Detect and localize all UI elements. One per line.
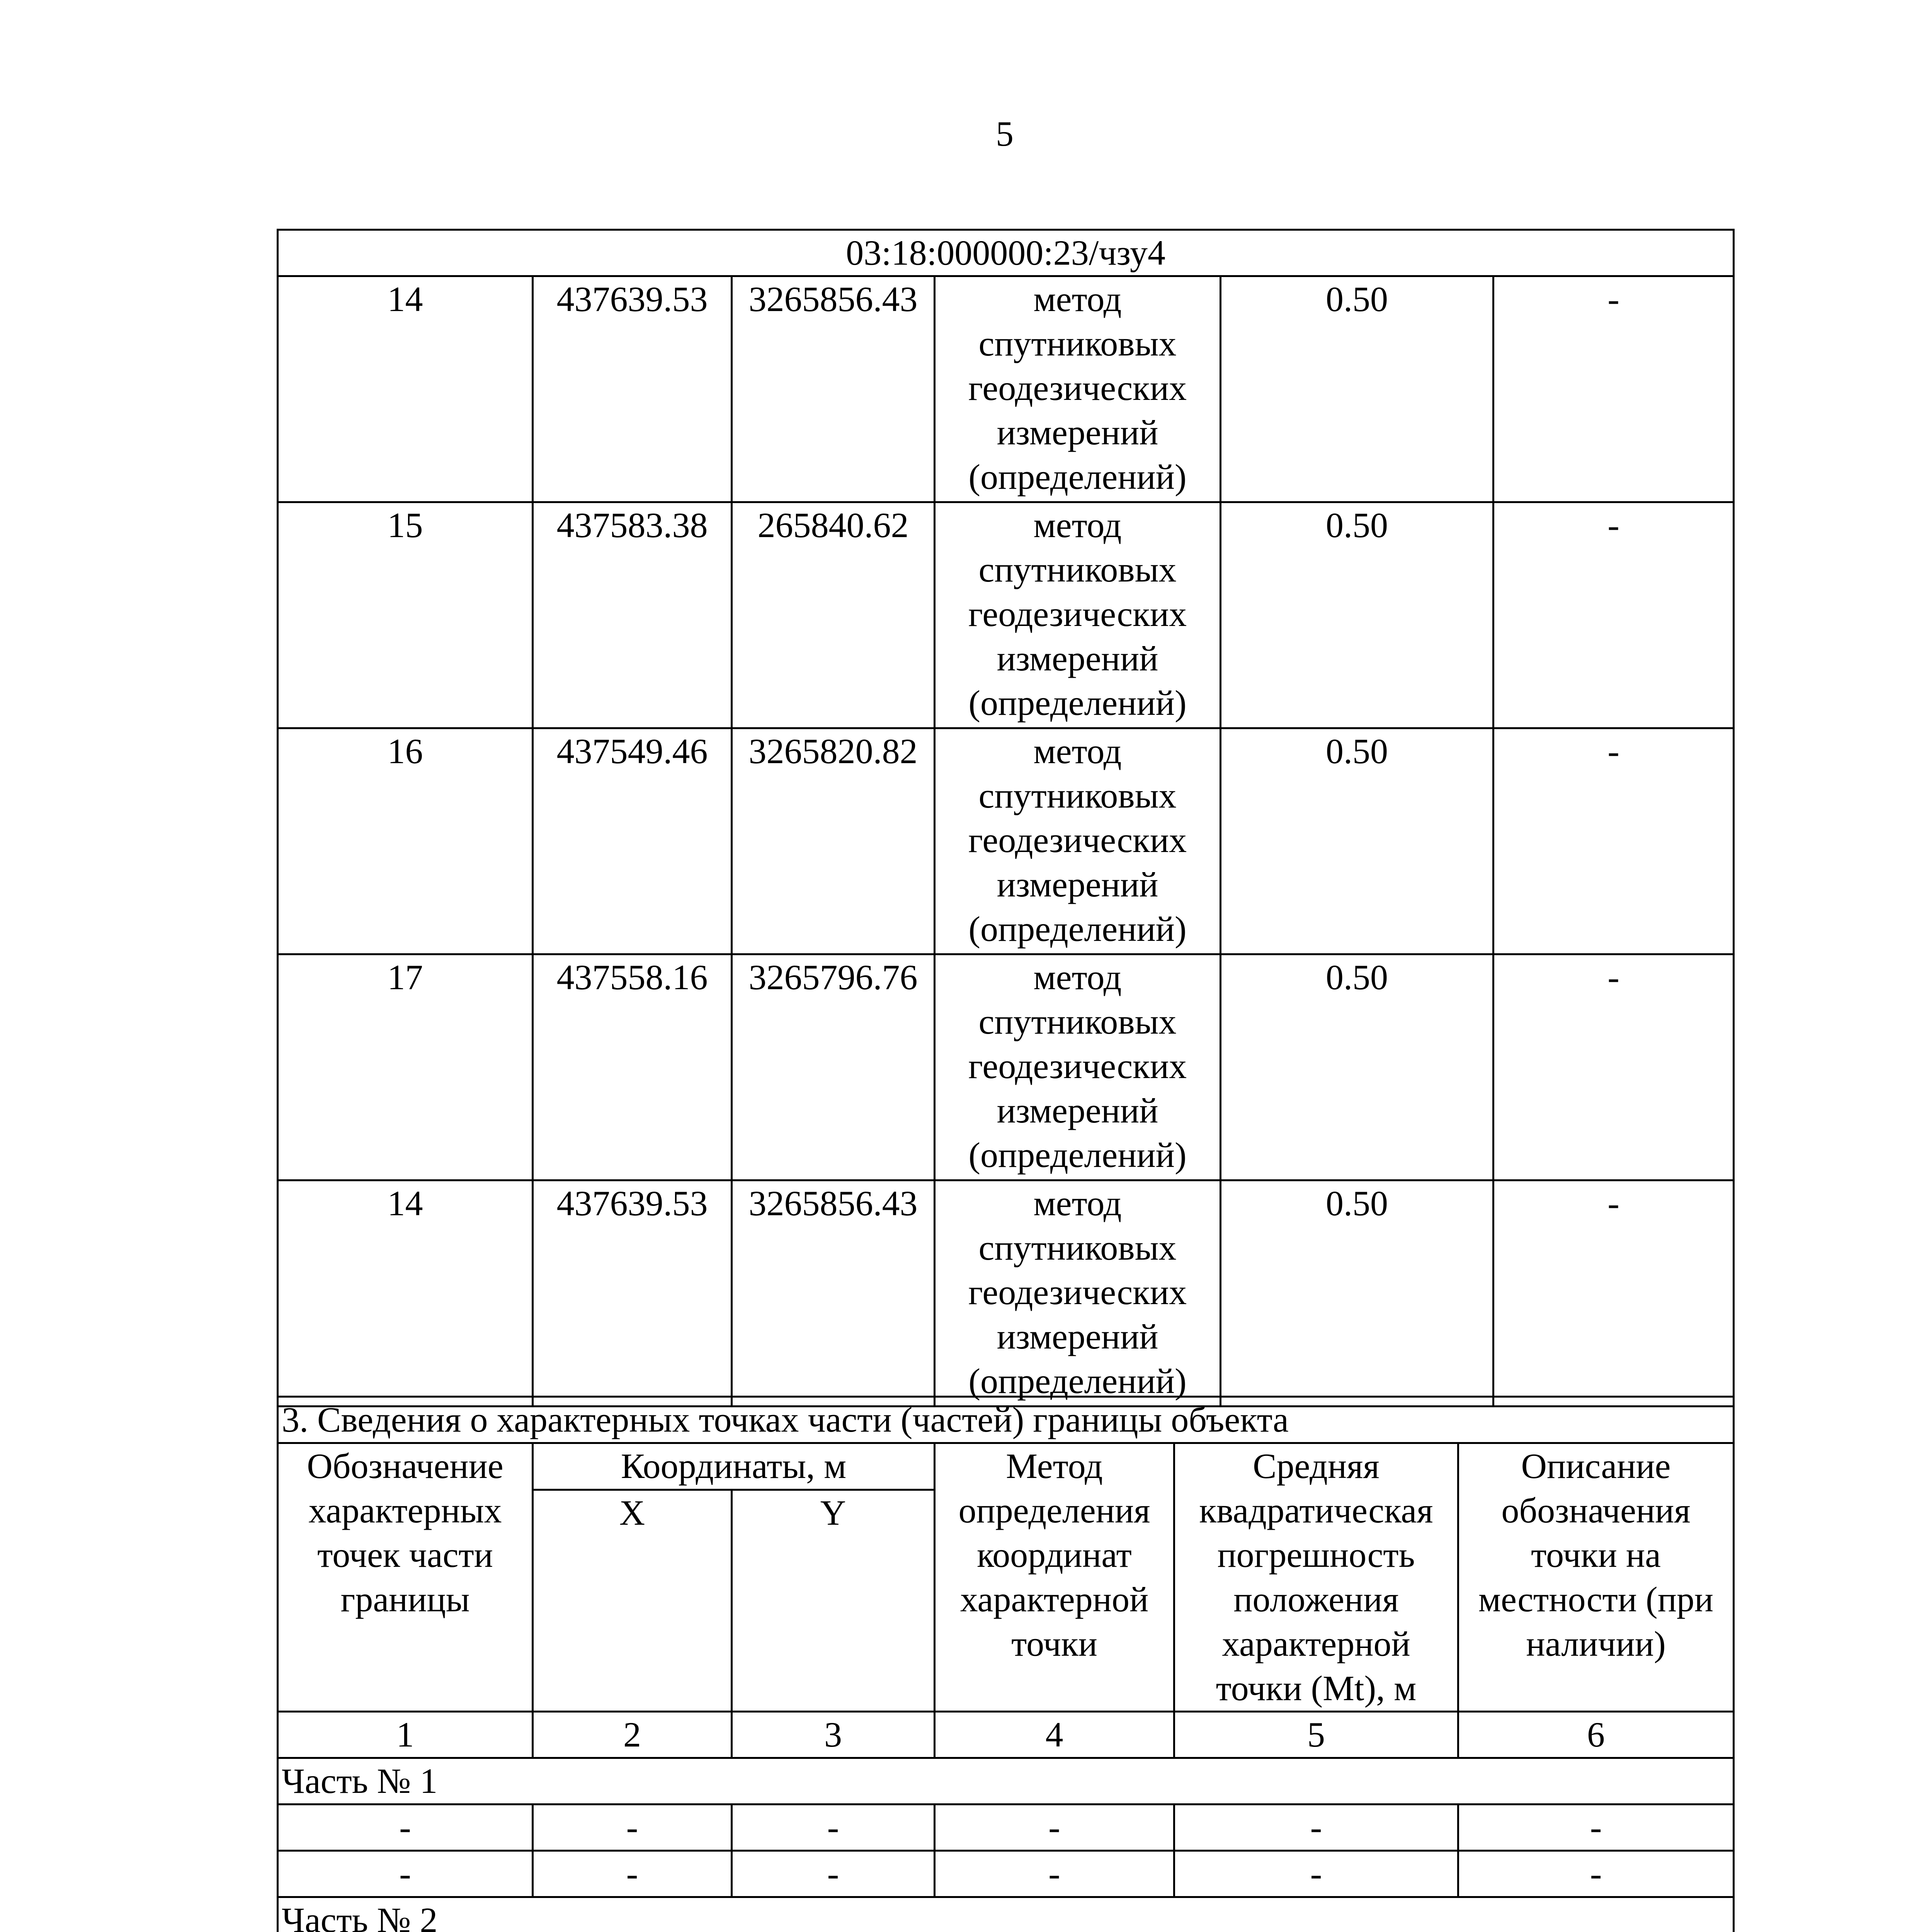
accuracy-cell: 0.50	[1221, 276, 1493, 502]
table-cell: -	[1174, 1851, 1458, 1897]
table-row	[278, 276, 1734, 502]
coordinate-y: 3265820.82	[732, 728, 935, 954]
table-cell: -	[732, 1804, 935, 1851]
header-y: Y	[732, 1490, 935, 1711]
table-row	[278, 728, 1734, 954]
part-label: Часть № 1	[278, 1758, 1734, 1804]
table-header-row	[278, 1443, 1734, 1490]
table-row	[278, 502, 1734, 728]
method-cell: метод спутниковых геодезических измерений (определений)	[935, 954, 1221, 1180]
column-number: 4	[935, 1712, 1174, 1758]
header-method: Метод определения координат характерной точки	[935, 1443, 1174, 1712]
table-cell: -	[278, 1804, 533, 1851]
object-label-row	[278, 230, 1734, 276]
header-coordinates: Координаты, м	[533, 1443, 935, 1490]
coordinate-y: 3265856.43	[732, 1180, 935, 1406]
table-cell: -	[935, 1851, 1174, 1897]
column-numbers-row	[278, 1712, 1734, 1758]
coordinate-x: 437639.53	[533, 276, 732, 502]
object-label: 03:18:000000:23/чзу4	[278, 230, 1734, 276]
accuracy-cell: 0.50	[1221, 1180, 1493, 1406]
method-cell: метод спутниковых геодезических измерений (определений)	[935, 728, 1221, 954]
description-cell: -	[1493, 276, 1734, 502]
section-title-row	[278, 1397, 1734, 1443]
point-label: 17	[278, 954, 533, 1180]
table-cell: -	[1458, 1851, 1734, 1897]
point-label: 16	[278, 728, 533, 954]
table-cell: -	[1174, 1804, 1458, 1851]
coordinate-x: 437583.38	[533, 502, 732, 728]
boundary-parts-table	[277, 1396, 1735, 1932]
header-description: Описание обозначения точки на местности (при наличии)	[1458, 1443, 1734, 1712]
column-number: 1	[278, 1712, 533, 1758]
table-row	[278, 1804, 1734, 1851]
coordinate-x: 437639.53	[533, 1180, 732, 1406]
method-cell: метод спутниковых геодезических измерений (определений)	[935, 1180, 1221, 1406]
description-cell: -	[1493, 502, 1734, 728]
coordinate-y: 265840.62	[732, 502, 935, 728]
boundary-points-table	[277, 229, 1735, 1407]
point-label: 14	[278, 1180, 533, 1406]
table-cell: -	[732, 1851, 935, 1897]
accuracy-cell: 0.50	[1221, 954, 1493, 1180]
accuracy-cell: 0.50	[1221, 502, 1493, 728]
coordinate-x: 437549.46	[533, 728, 732, 954]
point-label: 15	[278, 502, 533, 728]
method-cell: метод спутниковых геодезических измерений (определений)	[935, 502, 1221, 728]
description-cell: -	[1493, 1180, 1734, 1406]
accuracy-cell: 0.50	[1221, 728, 1493, 954]
table-cell: -	[1458, 1804, 1734, 1851]
part-label-row	[278, 1897, 1734, 1932]
table-cell: -	[533, 1851, 732, 1897]
column-number: 3	[732, 1712, 935, 1758]
table-row	[278, 954, 1734, 1180]
column-number: 2	[533, 1712, 732, 1758]
point-label: 14	[278, 276, 533, 502]
table-cell: -	[278, 1851, 533, 1897]
method-cell: метод спутниковых геодезических измерений (определений)	[935, 276, 1221, 502]
header-accuracy: Средняя квадратическая погрешность положения характерной точки (Mt), м	[1174, 1443, 1458, 1712]
table-cell: -	[533, 1804, 732, 1851]
section-title: 3. Сведения о характерных точках части (частей) границы объекта	[278, 1397, 1734, 1443]
part-label: Часть № 2	[278, 1897, 1734, 1932]
part-label-row	[278, 1758, 1734, 1804]
coordinate-y: 3265856.43	[732, 276, 935, 502]
table-row	[278, 1851, 1734, 1897]
table-row	[278, 1180, 1734, 1406]
page-number: 5	[996, 114, 1014, 153]
description-cell: -	[1493, 728, 1734, 954]
header-point-designation: Обозначение характерных точек части границы	[278, 1443, 533, 1712]
coordinate-y: 3265796.76	[732, 954, 935, 1180]
table-cell: -	[935, 1804, 1174, 1851]
header-x: X	[533, 1490, 732, 1711]
column-number: 6	[1458, 1712, 1734, 1758]
coordinate-x: 437558.16	[533, 954, 732, 1180]
description-cell: -	[1493, 954, 1734, 1180]
column-number: 5	[1174, 1712, 1458, 1758]
